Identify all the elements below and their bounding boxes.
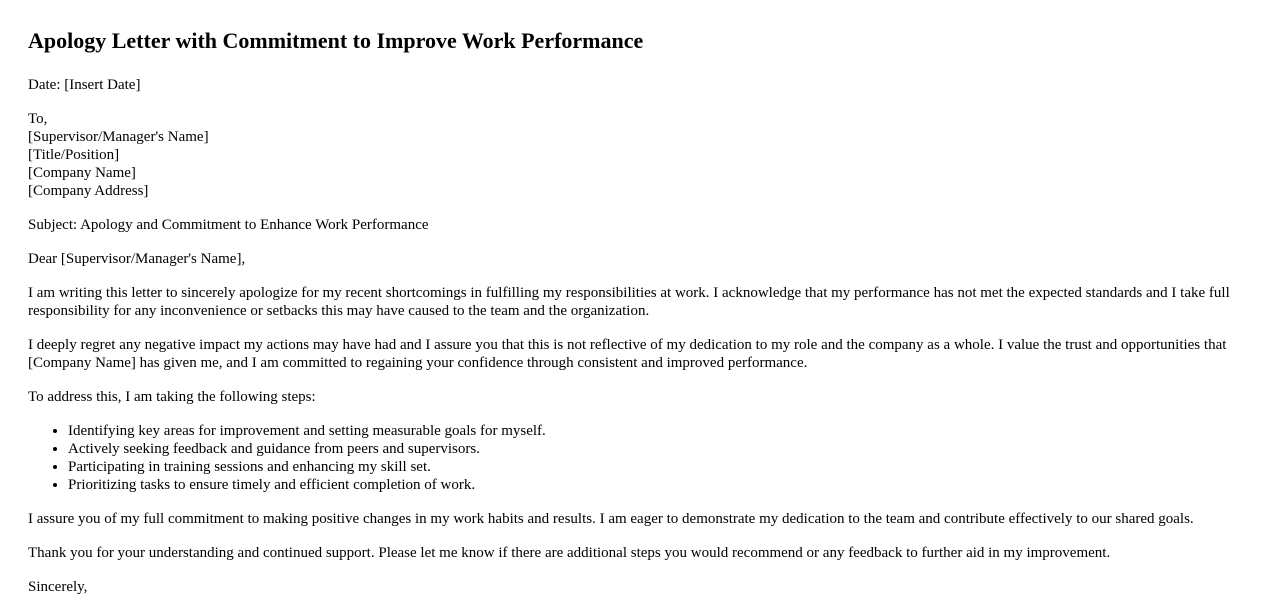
- paragraph-regret: I deeply regret any negative impact my actions may have had and I assure you that this is not reflective of my dedication to my role and the company as a whole. I value the trust and opportunities that [Company Name] has given me, and I am committed to regaining your confidence through consistent and improved performance.: [28, 337, 1227, 371]
- letter-title: Apology Letter with Commitment to Improve Work Performance: [28, 28, 644, 53]
- recipient-address: [Company Address]: [28, 183, 149, 199]
- sign-off: Sincerely,: [28, 579, 88, 595]
- recipient-title: [Title/Position]: [28, 147, 120, 163]
- list-item: • Identifying key areas for improvement and setting measurable goals for myself.: [68, 422, 1250, 440]
- paragraph-apology: I am writing this letter to sincerely apologize for my recent shortcomings in fulfilling my responsibilities at work. I acknowledge that my performance has not met the expected standards and I take full responsibility for any inconvenience or setbacks this may have caused to the team and the organization.: [28, 285, 1230, 319]
- subject-line: Subject: Apology and Commitment to Enhance Work Performance: [28, 217, 429, 233]
- paragraph-commitment: I assure you of my full commitment to making positive changes in my work habits and results. I am eager to demonstrate my dedication to the team and contribute effectively to our shared goals.: [28, 511, 1194, 527]
- recipient-company: [Company Name]: [28, 165, 136, 181]
- paragraph-thanks: Thank you for your understanding and continued support. Please let me know if there are additional steps you would recommend or any feedback to further aid in my improvement.: [28, 545, 1111, 561]
- letter-page: [28, 0, 1250, 596]
- recipient-block: [28, 110, 1250, 200]
- recipient-to: To,: [28, 111, 48, 127]
- date-line: Date: [Insert Date]: [28, 77, 141, 93]
- paragraph-steps-intro: To address this, I am taking the following steps:: [28, 389, 316, 405]
- recipient-name: [Supervisor/Manager's Name]: [28, 129, 209, 145]
- list-item: • Prioritizing tasks to ensure timely and efficient completion of work.: [68, 476, 1250, 494]
- list-item: • Actively seeking feedback and guidance from peers and supervisors.: [68, 440, 1250, 458]
- steps-list: [28, 422, 1250, 494]
- list-item: • Participating in training sessions and enhancing my skill set.: [68, 458, 1250, 476]
- greeting: Dear [Supervisor/Manager's Name],: [28, 251, 246, 267]
